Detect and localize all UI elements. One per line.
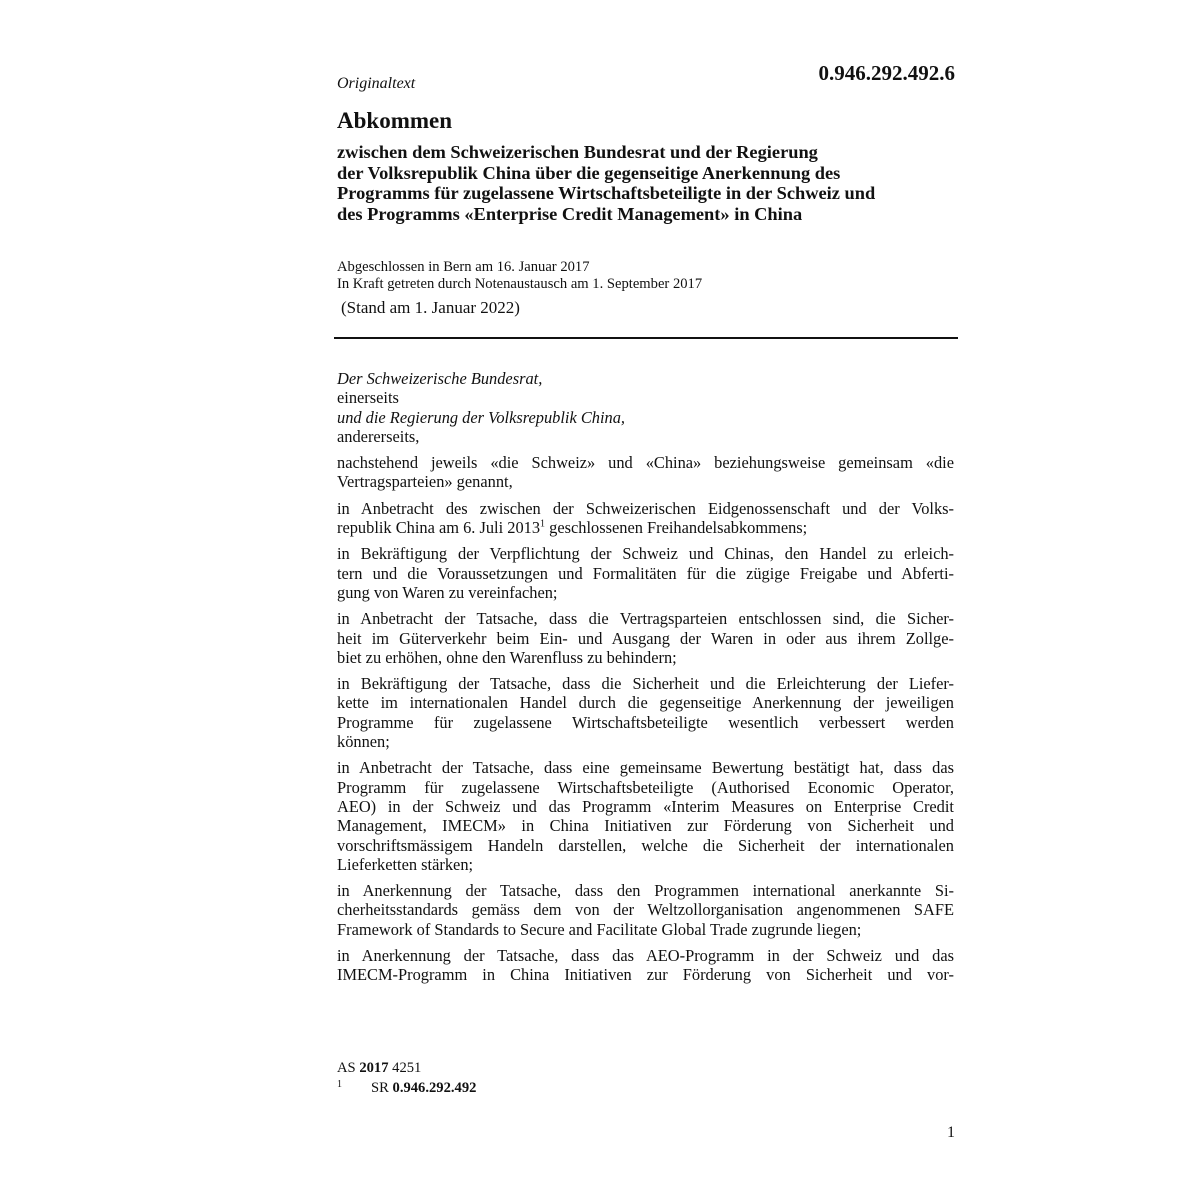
as-prefix: AS xyxy=(337,1060,356,1076)
paragraph xyxy=(337,881,954,939)
parties-block xyxy=(337,369,954,446)
paragraph-line: in Bekräftigung der Verpflichtung der Schweiz und Chinas, den Handel zu erleich- xyxy=(337,544,954,564)
paragraph-line: AEO) in der Schweiz und das Programm «Interim Measures on Enterprise Credit xyxy=(337,796,954,816)
paragraph xyxy=(337,453,954,492)
page-number: 1 xyxy=(947,1124,955,1141)
in-force-date: In Kraft getreten durch Notenaustausch am 1. September 2017 xyxy=(337,275,703,292)
paragraph-line: Programme für zugelassene Wirtschaftsbeteiligte wesentlich verbessert werden xyxy=(337,712,954,732)
paragraph-line: tern und die Voraussetzungen und Formalitäten für die zügige Freigabe und Abferti- xyxy=(337,563,954,583)
footnote-number: 1 xyxy=(337,1079,342,1090)
party-2: und die Regierung der Volksrepublik China, xyxy=(337,407,626,427)
footnote-sr-number[interactable]: 0.946.292.492 xyxy=(392,1080,477,1096)
subtitle-line: Programms für zugelassene Wirtschaftsbeteiligte in der Schweiz und xyxy=(337,183,876,203)
paragraph-line: in Anerkennung der Tatsache, dass den Programmen international anerkannte Si- xyxy=(337,881,954,901)
party-1: Der Schweizerische Bundesrat, xyxy=(337,369,543,388)
paragraph-text: republik China am 6. Juli 2013 xyxy=(337,518,541,538)
preamble xyxy=(337,369,954,992)
paragraph-line: cherheitsstandards gemäss dem von der Weltzollorganisation angenommenen SAFE xyxy=(337,900,954,920)
paragraph-line: können; xyxy=(337,732,390,752)
status-date: (Stand am 1. Januar 2022) xyxy=(341,298,520,317)
paragraph xyxy=(337,544,954,602)
paragraph-line: in Anbetracht der Tatsache, dass eine gemeinsame Bewertung bestätigt hat, dass das xyxy=(337,758,954,778)
paragraph-line xyxy=(337,518,954,537)
paragraph xyxy=(337,946,954,985)
paragraph-line: IMECM-Programm in China Initiativen zur Förderung von Sicherheit und vor- xyxy=(337,965,954,985)
subtitle-line: des Programms «Enterprise Credit Management» in China xyxy=(337,203,803,224)
paragraph xyxy=(337,609,954,667)
document-meta xyxy=(337,259,702,292)
paragraph xyxy=(337,674,954,751)
paragraph-line: biet zu erhöhen, ohne den Warenfluss zu behindern; xyxy=(337,647,677,667)
subtitle-line: zwischen dem Schweizerischen Bundesrat und der Regierung xyxy=(337,142,818,162)
paragraph-line: in Bekräftigung der Tatsache, dass die Sicherheit und die Erleichterung der Liefer- xyxy=(337,674,954,694)
document-subtitle xyxy=(337,142,957,224)
paragraph-line: in Anerkennung der Tatsache, dass das AEO-Programm in der Schweiz und das xyxy=(337,946,954,966)
paragraph-text: geschlossenen Freihandelsabkommens; xyxy=(545,518,808,538)
as-page: 4251 xyxy=(392,1060,422,1076)
footnote-prefix: SR xyxy=(371,1080,389,1096)
as-reference xyxy=(337,1058,476,1078)
paragraph-line: Programm für zugelassene Wirtschaftsbeteiligte (Authorised Economic Operator, xyxy=(337,777,954,797)
paragraph xyxy=(337,758,954,874)
paragraph-line: in Anbetracht des zwischen der Schweizerischen Eidgenossenschaft und der Volks- xyxy=(337,498,954,518)
paragraph-line: vorschriftsmässigem Handeln darstellen, welche die Sicherheit der internationalen xyxy=(337,835,954,855)
as-year: 2017 xyxy=(359,1060,389,1076)
paragraph-line: in Anbetracht der Tatsache, dass die Vertragsparteien entschlossen sind, die Sicher- xyxy=(337,609,954,629)
paragraph-line: nachstehend jeweils «die Schweiz» und «China» beziehungsweise gemeinsam «die xyxy=(337,453,954,473)
document-title: Abkommen xyxy=(337,108,453,133)
paragraph-line: Management, IMECM» in China Initiativen zur Förderung von Sicherheit und xyxy=(337,816,954,836)
paragraph xyxy=(337,499,954,538)
footnote-ref[interactable]: 1 xyxy=(540,518,546,530)
paragraph-line: Vertragsparteien» genannt, xyxy=(337,472,513,492)
paragraph-line: Framework of Standards to Secure and Facilitate Global Trade zugrunde liegen; xyxy=(337,919,862,939)
original-text-label: Originaltext xyxy=(337,75,416,92)
paragraph-line: heit im Güterverkehr beim Ein- und Ausgang der Waren in oder aus ihrem Zollge- xyxy=(337,628,954,648)
paragraph-line: gung von Waren zu vereinfachen; xyxy=(337,582,558,602)
subtitle-line: der Volksrepublik China über die gegenseitige Anerkennung des xyxy=(337,162,841,183)
party-1-side: einerseits xyxy=(337,388,399,408)
concluded-date: Abgeschlossen in Bern am 16. Januar 2017 xyxy=(337,259,590,275)
paragraph-line: kette im internationalen Handel durch die gegenseitige Anerkennung der jeweiligen xyxy=(337,693,954,713)
header-divider xyxy=(334,337,958,339)
sr-number: 0.946.292.492.6 xyxy=(818,61,955,85)
party-2-side: andererseits, xyxy=(337,426,420,446)
footnotes xyxy=(337,1058,476,1098)
footnote-1 xyxy=(337,1078,476,1098)
paragraph-line: Lieferketten stärken; xyxy=(337,854,474,874)
